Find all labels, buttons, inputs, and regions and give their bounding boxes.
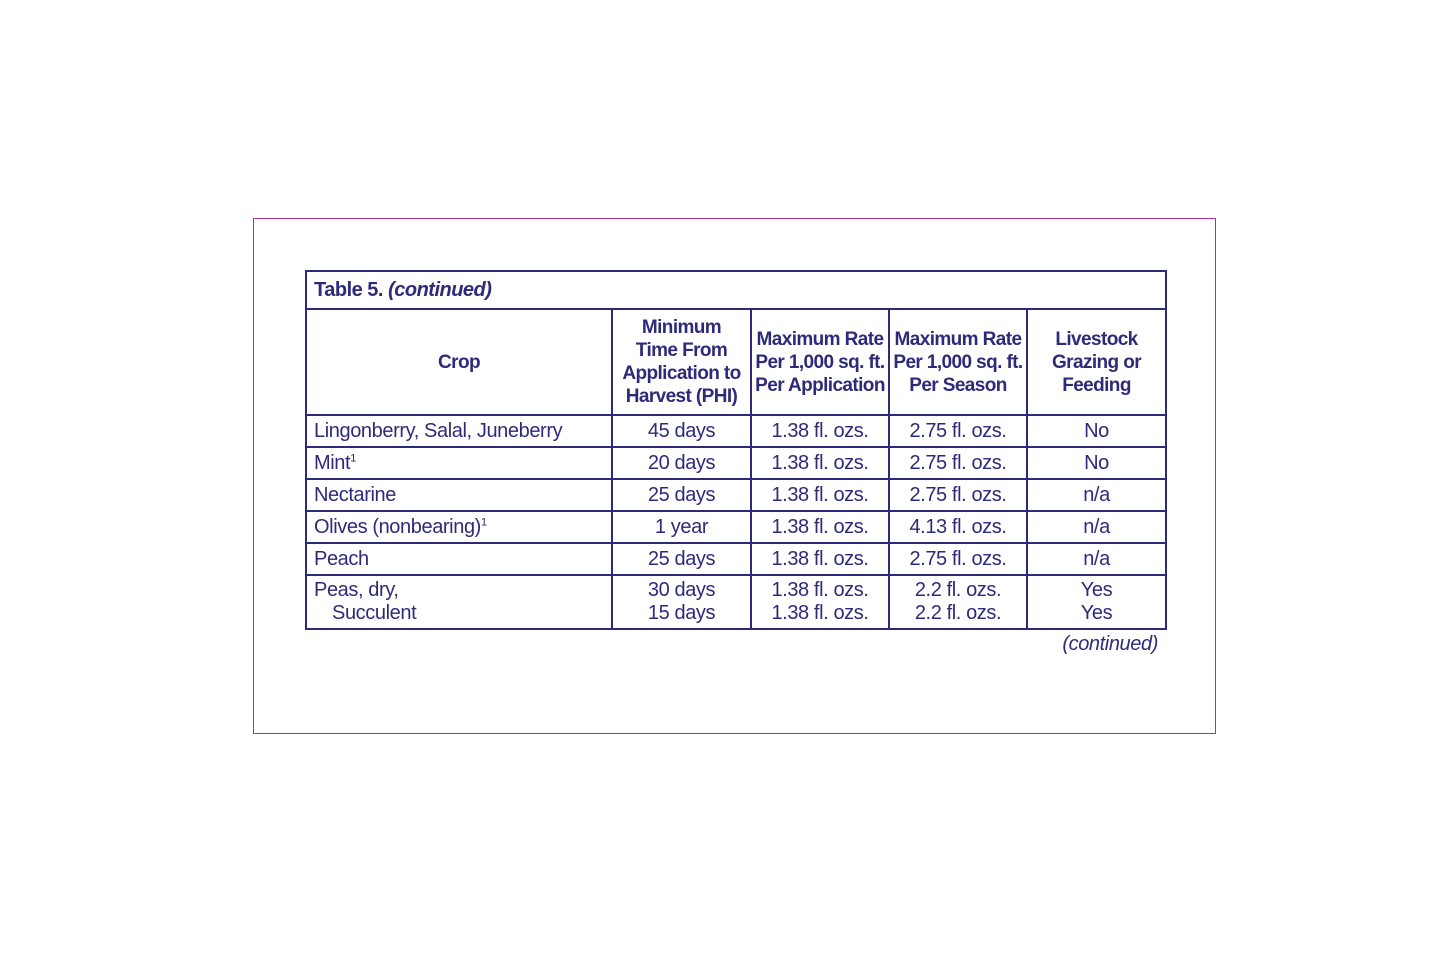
- cell-rate-application: 1.38 fl. ozs.: [751, 543, 889, 575]
- continued-note: (continued): [1062, 633, 1158, 655]
- crop-subname: Succulent: [332, 602, 417, 624]
- cell-phi: 25 days: [612, 543, 751, 575]
- cell-rate-season: 2.2 fl. ozs. 2.2 fl. ozs.: [889, 575, 1027, 629]
- cell-rate-application: 1.38 fl. ozs.: [751, 511, 889, 543]
- table-5: [305, 270, 1167, 630]
- cell-rate-application: 1.38 fl. ozs.: [751, 415, 889, 447]
- crop-name: Olives (nonbearing): [314, 515, 481, 538]
- cell-rate-application: 1.38 fl. ozs.: [751, 447, 889, 479]
- cell-rate-application: 1.38 fl. ozs.: [751, 479, 889, 511]
- table-row: [306, 575, 1166, 629]
- table-title-prefix: Table 5.: [314, 278, 383, 301]
- cell-phi: 30 days 15 days: [612, 575, 751, 629]
- cell-crop: [306, 511, 612, 543]
- crop-name: Peach: [314, 547, 369, 570]
- crop-footnote: 1: [350, 451, 356, 464]
- crop-name: Lingonberry, Salal, Juneberry: [314, 419, 563, 442]
- table-row: [306, 479, 1166, 511]
- table-row: [306, 415, 1166, 447]
- cell-crop: [306, 415, 612, 447]
- cell-rate-season: 4.13 fl. ozs.: [889, 511, 1027, 543]
- header-rate-season: Maximum Rate Per 1,000 sq. ft. Per Season: [889, 309, 1027, 415]
- crop-name: Peas, dry,: [314, 579, 399, 601]
- cell-livestock: n/a: [1027, 479, 1166, 511]
- cell-phi: 25 days: [612, 479, 751, 511]
- cell-livestock: No: [1027, 447, 1166, 479]
- cell-phi: 1 year: [612, 511, 751, 543]
- header-rate-application: Maximum Rate Per 1,000 sq. ft. Per Application: [751, 309, 889, 415]
- cell-crop: [306, 575, 612, 629]
- cell-rate-application: 1.38 fl. ozs. 1.38 fl. ozs.: [751, 575, 889, 629]
- header-livestock: Livestock Grazing or Feeding: [1027, 309, 1166, 415]
- cell-rate-season: 2.75 fl. ozs.: [889, 415, 1027, 447]
- header-phi: Minimum Time From Application to Harvest (PHI): [612, 309, 751, 415]
- cell-phi: 20 days: [612, 447, 751, 479]
- table-row: [306, 447, 1166, 479]
- crop-footnote: 1: [480, 515, 487, 528]
- table-title-suffix: (continued): [388, 278, 492, 301]
- crop-name: Mint: [314, 451, 351, 474]
- cell-rate-season: 2.75 fl. ozs.: [889, 543, 1027, 575]
- crop-name: Nectarine: [314, 483, 396, 506]
- table-title-row: [306, 271, 1166, 309]
- table-title: [306, 271, 1166, 309]
- cell-rate-season: 2.75 fl. ozs.: [889, 447, 1027, 479]
- cell-crop: [306, 543, 612, 575]
- table-row: [306, 543, 1166, 575]
- cell-phi: 45 days: [612, 415, 751, 447]
- table-row: [306, 511, 1166, 543]
- cell-rate-season: 2.75 fl. ozs.: [889, 479, 1027, 511]
- cell-crop: [306, 447, 612, 479]
- cell-livestock: Yes Yes: [1027, 575, 1166, 629]
- cell-livestock: No: [1027, 415, 1166, 447]
- cell-livestock: n/a: [1027, 511, 1166, 543]
- cell-livestock: n/a: [1027, 543, 1166, 575]
- cell-crop: [306, 479, 612, 511]
- table-header-row: [306, 309, 1166, 415]
- header-crop: Crop: [306, 309, 612, 415]
